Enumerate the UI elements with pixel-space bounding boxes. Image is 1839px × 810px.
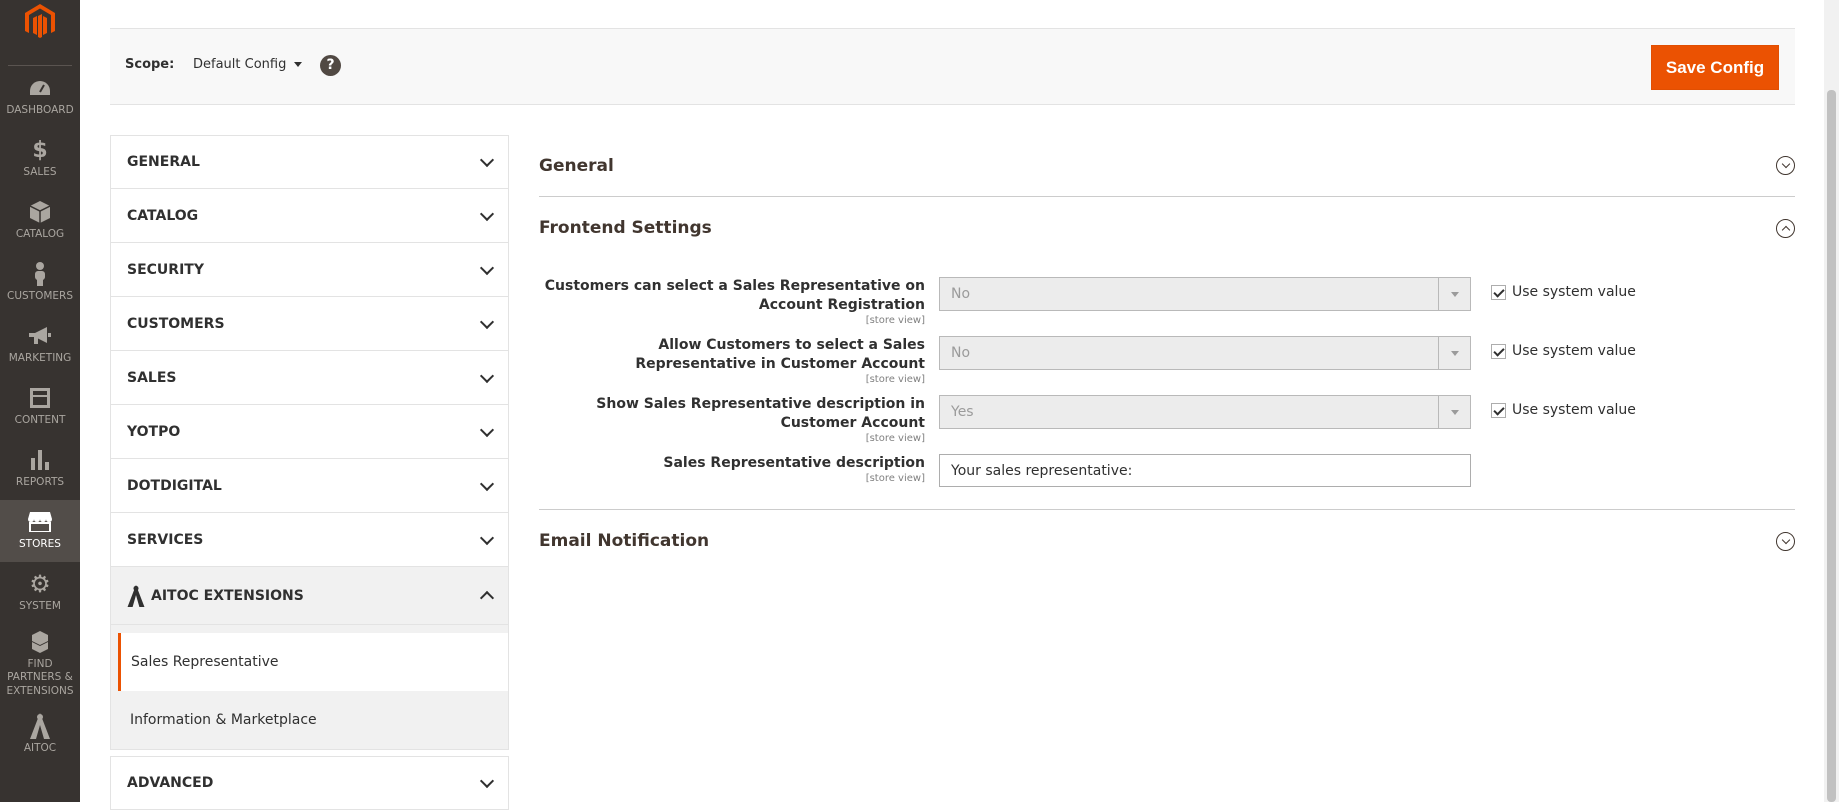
nav-label: REPORTS bbox=[15, 476, 65, 489]
chevron-down-icon bbox=[480, 153, 494, 167]
checkbox-checked[interactable] bbox=[1491, 403, 1506, 418]
field-label-wrap bbox=[539, 395, 939, 444]
scope-bar bbox=[110, 28, 1795, 105]
select-value: No bbox=[951, 286, 971, 302]
tab-dotdigital[interactable] bbox=[110, 459, 509, 513]
tab-label: CATALOG bbox=[127, 207, 199, 224]
use-system-label: Use system value bbox=[1512, 402, 1636, 418]
field-row bbox=[539, 336, 1795, 385]
select-registration[interactable] bbox=[939, 277, 1471, 311]
tab-customers[interactable] bbox=[110, 297, 509, 351]
nav-label: AITOC bbox=[23, 742, 57, 755]
aitoc-icon bbox=[127, 585, 145, 607]
tab-aitoc-extensions[interactable] bbox=[110, 567, 509, 625]
subtab-sales-representative[interactable]: Sales Representative bbox=[118, 633, 508, 691]
use-system-value-checkbox[interactable] bbox=[1491, 343, 1636, 359]
config-sections bbox=[539, 135, 1795, 572]
chevron-down-icon bbox=[480, 260, 494, 274]
tab-label: SECURITY bbox=[127, 261, 204, 278]
nav-item-dashboard[interactable] bbox=[0, 66, 80, 128]
expand-icon bbox=[1776, 532, 1795, 551]
select-arrow-icon bbox=[1438, 396, 1470, 428]
admin-sidebar bbox=[0, 0, 80, 802]
use-system-value-checkbox[interactable] bbox=[1491, 284, 1636, 300]
frontend-settings-fieldset bbox=[539, 259, 1795, 510]
tab-catalog[interactable] bbox=[110, 189, 509, 243]
tab-services[interactable] bbox=[110, 513, 509, 567]
nav-item-system[interactable] bbox=[0, 562, 80, 624]
nav-item-sales[interactable] bbox=[0, 128, 80, 190]
chevron-down-icon bbox=[480, 206, 494, 220]
select-arrow-icon bbox=[1438, 337, 1470, 369]
nav-label: CONTENT bbox=[14, 414, 66, 427]
nav-item-find-partners[interactable] bbox=[0, 624, 80, 704]
bar-chart-icon bbox=[28, 448, 52, 472]
help-icon[interactable]: ? bbox=[320, 55, 341, 76]
select-customer-account[interactable] bbox=[939, 336, 1471, 370]
nav-label: CUSTOMERS bbox=[6, 290, 73, 303]
scope-value: Default Config bbox=[193, 57, 287, 72]
nav-label: CATALOG bbox=[15, 228, 65, 241]
chevron-down-icon bbox=[480, 476, 494, 490]
chevron-down-icon bbox=[480, 422, 494, 436]
field-label: Customers can select a Sales Representative on Account Registration bbox=[544, 278, 925, 313]
config-tabs bbox=[110, 135, 509, 810]
save-config-button[interactable]: Save Config bbox=[1651, 45, 1779, 90]
tab-label: YOTPO bbox=[127, 423, 181, 440]
scope-switcher[interactable] bbox=[193, 57, 302, 72]
field-scope: [store view] bbox=[865, 433, 925, 444]
nav-item-marketing[interactable] bbox=[0, 314, 80, 376]
use-system-label: Use system value bbox=[1512, 284, 1636, 300]
field-row bbox=[539, 277, 1795, 326]
nav-label: MARKETING bbox=[8, 352, 72, 365]
nav-label: SALES bbox=[23, 166, 57, 179]
chevron-up-icon bbox=[480, 590, 494, 604]
collapse-icon bbox=[1776, 219, 1795, 238]
field-label: Allow Customers to select a Sales Representative in Customer Account bbox=[635, 337, 925, 372]
dollar-icon: $ bbox=[32, 137, 48, 163]
checkbox-checked[interactable] bbox=[1491, 344, 1506, 359]
section-title: General bbox=[539, 155, 614, 176]
subtab-information-marketplace[interactable]: Information & Marketplace bbox=[118, 691, 508, 749]
person-icon bbox=[28, 262, 52, 286]
tab-label: GENERAL bbox=[127, 154, 200, 170]
field-scope: [store view] bbox=[865, 473, 925, 484]
tab-label: ADVANCED bbox=[127, 775, 214, 791]
page-scrollbar[interactable] bbox=[1824, 0, 1839, 802]
magento-logo-icon bbox=[25, 4, 55, 40]
field-label-wrap bbox=[539, 336, 939, 385]
nav-item-stores[interactable] bbox=[0, 500, 80, 562]
tab-label: CUSTOMERS bbox=[127, 315, 225, 332]
section-title: Frontend Settings bbox=[539, 218, 712, 238]
config-page bbox=[110, 0, 1795, 802]
content-icon bbox=[28, 386, 52, 410]
magento-logo[interactable] bbox=[8, 0, 72, 66]
scope-label: Scope: bbox=[125, 57, 175, 72]
tab-label: DOTDIGITAL bbox=[127, 477, 222, 494]
aitoc-icon bbox=[28, 714, 52, 738]
nav-item-customers[interactable] bbox=[0, 252, 80, 314]
field-label-wrap bbox=[539, 454, 939, 484]
nav-item-content[interactable] bbox=[0, 376, 80, 438]
nav-label: STORES bbox=[19, 538, 61, 551]
field-scope: [store view] bbox=[865, 374, 925, 385]
chevron-down-icon bbox=[480, 368, 494, 382]
nav-label: DASHBOARD bbox=[6, 104, 74, 117]
select-show-description[interactable] bbox=[939, 395, 1471, 429]
tab-sales[interactable] bbox=[110, 351, 509, 405]
field-scope: [store view] bbox=[865, 315, 925, 326]
expand-icon bbox=[1776, 156, 1795, 175]
select-arrow-icon bbox=[1438, 278, 1470, 310]
field-label: Sales Representative description bbox=[663, 455, 925, 471]
section-general[interactable] bbox=[539, 135, 1795, 197]
megaphone-icon bbox=[28, 324, 52, 348]
checkbox-checked[interactable] bbox=[1491, 285, 1506, 300]
nav-label: SYSTEM bbox=[19, 600, 61, 613]
aitoc-subtabs bbox=[110, 625, 509, 750]
chevron-down-icon bbox=[480, 530, 494, 544]
tab-security[interactable] bbox=[110, 243, 509, 297]
nav-label: FIND PARTNERS & EXTENSIONS bbox=[6, 658, 74, 697]
section-title: Email Notification bbox=[539, 531, 710, 551]
tab-label: SERVICES bbox=[127, 531, 204, 548]
cube-icon bbox=[28, 200, 52, 224]
gear-icon: ⚙ bbox=[29, 570, 51, 599]
dashboard-icon bbox=[28, 76, 52, 100]
nav-item-catalog[interactable] bbox=[0, 190, 80, 252]
tab-label: SALES bbox=[127, 369, 177, 386]
tab-general[interactable] bbox=[110, 135, 509, 189]
field-row bbox=[539, 454, 1795, 487]
chevron-down-icon bbox=[480, 314, 494, 328]
use-system-value-checkbox[interactable] bbox=[1491, 402, 1636, 418]
nav-item-reports[interactable] bbox=[0, 438, 80, 500]
tab-aitoc-title bbox=[127, 585, 304, 607]
section-email-notification[interactable] bbox=[539, 510, 1795, 572]
store-icon bbox=[28, 510, 52, 534]
description-input[interactable]: Your sales representative: bbox=[939, 454, 1471, 487]
nav-item-aitoc[interactable] bbox=[0, 704, 80, 766]
caret-down-icon bbox=[294, 62, 302, 67]
select-value: No bbox=[951, 345, 971, 361]
tab-label: AITOC EXTENSIONS bbox=[151, 587, 304, 604]
tab-yotpo[interactable] bbox=[110, 405, 509, 459]
field-label-wrap bbox=[539, 277, 939, 326]
chevron-down-icon bbox=[480, 774, 494, 788]
use-system-label: Use system value bbox=[1512, 343, 1636, 359]
field-label: Show Sales Representative description in Customer Account bbox=[596, 396, 925, 431]
boxes-icon bbox=[28, 630, 52, 654]
section-frontend-settings[interactable] bbox=[539, 197, 1795, 259]
scrollbar-thumb[interactable] bbox=[1827, 90, 1836, 802]
field-row bbox=[539, 395, 1795, 444]
select-value: Yes bbox=[951, 404, 974, 420]
